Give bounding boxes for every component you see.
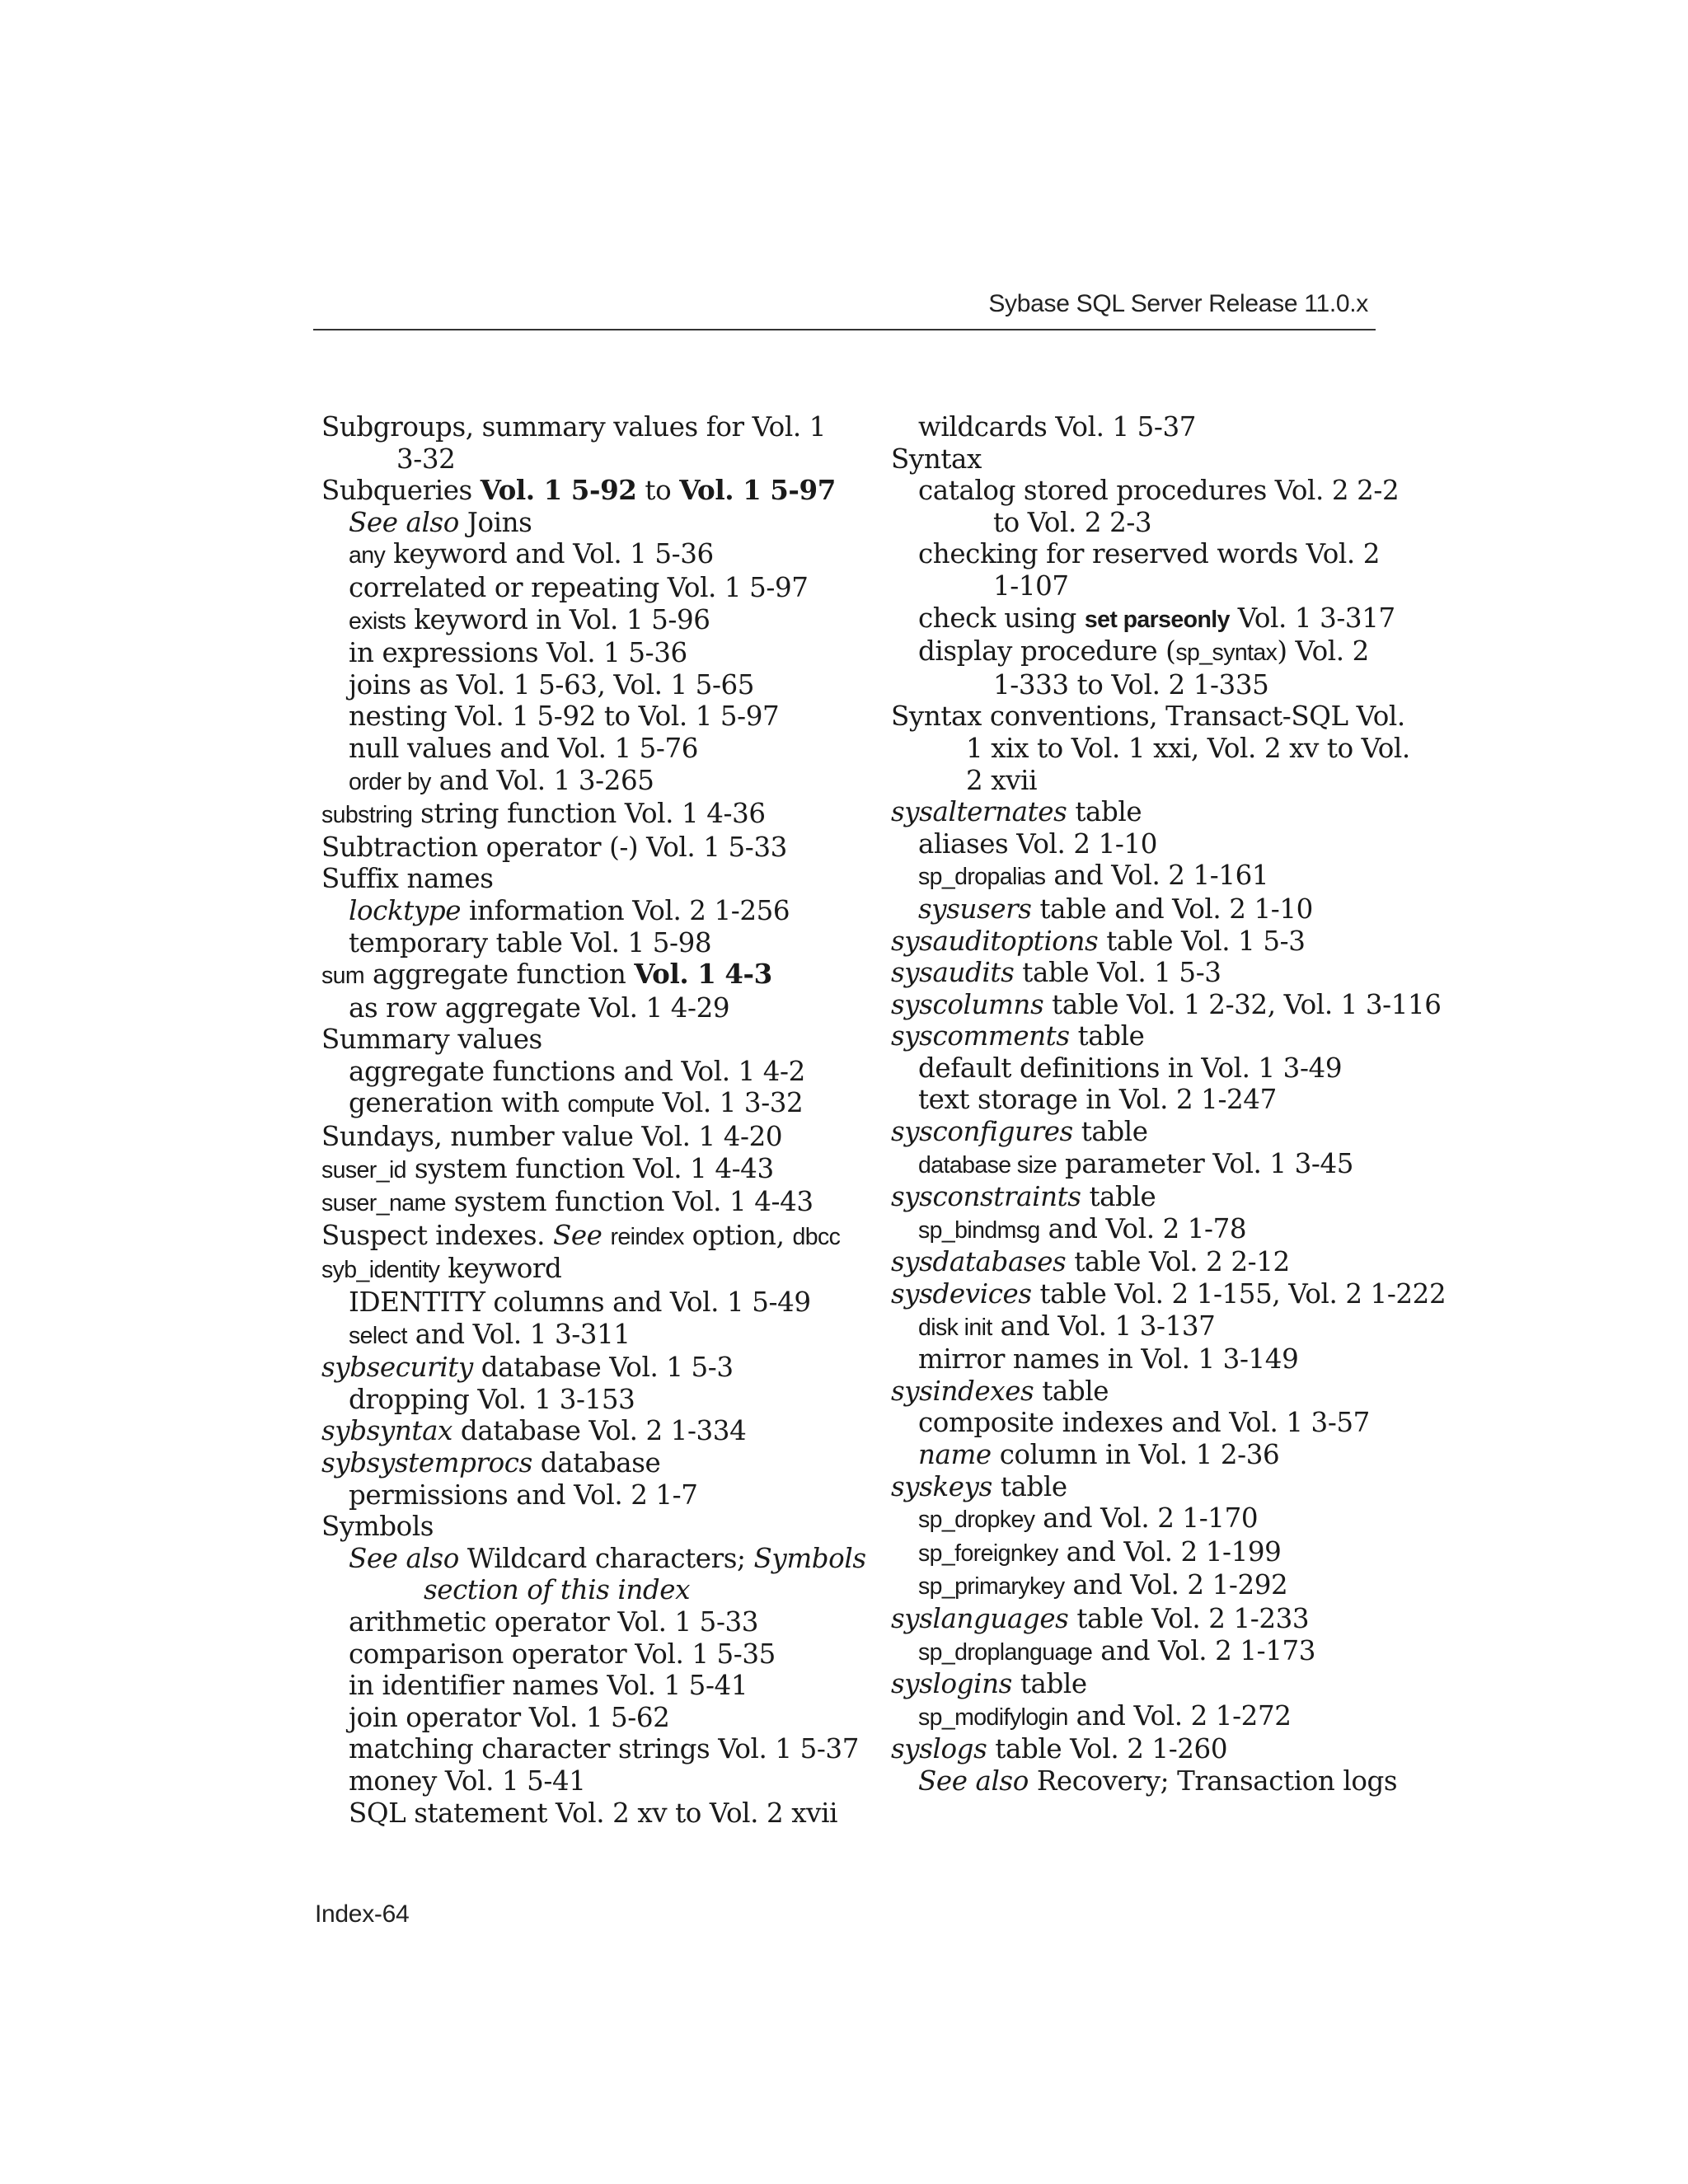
index-entry-text: display procedure ( xyxy=(918,635,1176,668)
index-entry xyxy=(891,1471,1386,1503)
index-entry xyxy=(321,1542,866,1575)
index-entry-text: column in Vol. 1 2-36 xyxy=(991,1439,1280,1470)
index-entry-text: See also xyxy=(349,506,459,538)
index-entry-text: 3-32 xyxy=(396,443,456,475)
index-entry-text: to Vol. 2 2-3 xyxy=(993,506,1152,538)
index-entry xyxy=(321,863,816,895)
index-entry-text: Recovery; Transaction logs xyxy=(1028,1765,1398,1797)
index-entry xyxy=(321,1479,816,1511)
index-entry-text: table xyxy=(1069,1020,1145,1052)
index-entry-text: checking for reserved words Vol. 2 xyxy=(918,538,1381,570)
index-entry-text: information Vol. 2 1-256 xyxy=(461,894,790,926)
index-entry-text: reindex xyxy=(610,1223,684,1250)
index-entry-text: sysauditoptions xyxy=(891,925,1099,957)
index-entry-text: temporary table Vol. 1 5-98 xyxy=(349,926,712,958)
index-entry xyxy=(891,926,1386,958)
index-entry-text: Syntax xyxy=(891,443,982,475)
index-entry-text: keyword and Vol. 1 5-36 xyxy=(385,538,714,570)
index-entry-text: substring xyxy=(321,802,413,829)
index-entry xyxy=(891,1116,1386,1148)
index-entry-text: money Vol. 1 5-41 xyxy=(349,1765,586,1797)
index-entry xyxy=(321,1286,816,1319)
index-entry xyxy=(321,1574,816,1606)
index-entry xyxy=(891,507,1386,539)
index-entry-text: sp_droplanguage xyxy=(918,1638,1093,1666)
index-entry-text: Joins xyxy=(458,506,532,538)
index-entry xyxy=(891,1569,1386,1603)
index-entry xyxy=(321,538,816,572)
index-entry xyxy=(891,1246,1386,1278)
index-entry-text: See also xyxy=(918,1765,1029,1797)
index-entry-text: Sundays, number value Vol. 1 4-20 xyxy=(321,1121,783,1153)
index-entry xyxy=(321,1253,816,1286)
index-entry-text: order by xyxy=(349,768,431,795)
index-entry-text: keyword xyxy=(439,1253,562,1285)
index-entry-text: aggregate function xyxy=(364,958,635,991)
index-entry-text: to xyxy=(636,475,680,507)
index-entry xyxy=(891,538,1386,570)
index-entry xyxy=(321,1087,816,1121)
index-entry-text: syslogs xyxy=(891,1733,987,1765)
page-number: Index-64 xyxy=(315,1900,410,1928)
index-entry xyxy=(891,893,1386,926)
index-entry-text: correlated or repeating Vol. 1 5-97 xyxy=(349,571,809,603)
index-entry-text: sp_bindmsg xyxy=(918,1216,1040,1244)
index-entry-text: and Vol. 2 1-78 xyxy=(1039,1212,1247,1244)
index-entry-text: Subgroups, summary values for Vol. 1 xyxy=(321,411,826,443)
index-entry-text: syslogins xyxy=(891,1668,1012,1700)
index-entry xyxy=(321,798,816,832)
index-entry-text: joins as Vol. 1 5-63, Vol. 1 5-65 xyxy=(349,668,755,701)
index-entry-text: and Vol. 2 1-170 xyxy=(1034,1502,1259,1535)
index-entry xyxy=(891,1148,1386,1182)
index-entry xyxy=(321,701,816,733)
index-entry-text: disk init xyxy=(918,1314,992,1341)
index-entry xyxy=(321,507,816,539)
index-entry-text: locktype xyxy=(349,894,462,926)
index-entry xyxy=(891,1603,1386,1635)
index-entry-text: table xyxy=(1034,1375,1109,1407)
index-entry xyxy=(891,1278,1447,1310)
index-entry-text: check using xyxy=(918,602,1085,634)
index-entry-text: Subtraction operator (-) Vol. 1 5-33 xyxy=(321,831,787,863)
index-entry xyxy=(321,1352,816,1384)
index-entry-text: table and Vol. 2 1-10 xyxy=(1031,893,1313,925)
index-entry-text: string function Vol. 1 4-36 xyxy=(412,798,766,830)
index-entry-text: nesting Vol. 1 5-92 to Vol. 1 5-97 xyxy=(349,701,780,733)
index-entry xyxy=(321,1797,838,1830)
index-entry xyxy=(321,733,816,765)
index-entry-text: table xyxy=(1011,1668,1087,1700)
index-entry-text: sybsyntax xyxy=(321,1415,452,1447)
index-entry xyxy=(321,411,826,443)
index-entry-text: syscomments xyxy=(891,1020,1070,1052)
header-rule xyxy=(313,329,1376,330)
index-entry-text: Vol. 1 3-32 xyxy=(654,1087,804,1119)
index-entry xyxy=(321,1765,816,1797)
index-entry-text: sybsystemprocs xyxy=(321,1447,532,1479)
index-entry xyxy=(891,475,1400,507)
index-entry-text: Subqueries xyxy=(321,475,481,507)
index-entry-text: Suspect indexes. xyxy=(321,1219,553,1251)
index-entry xyxy=(321,1384,816,1416)
index-entry-text: catalog stored procedures Vol. 2 2-2 xyxy=(918,475,1400,507)
index-entry-text: sp_primarykey xyxy=(918,1573,1065,1601)
index-entry-text: and Vol. 1 3-137 xyxy=(992,1310,1216,1342)
index-entry-text: suser_id xyxy=(321,1156,406,1183)
index-entry-text: Suffix names xyxy=(321,863,494,895)
index-entry xyxy=(891,1343,1386,1376)
index-entry xyxy=(891,1765,1398,1797)
index-entry xyxy=(891,1668,1386,1700)
index-entry xyxy=(321,637,816,669)
index-entry xyxy=(891,1213,1386,1247)
index-entry-text: sysindexes xyxy=(891,1375,1034,1407)
index-entry xyxy=(891,1407,1386,1439)
index-entry-text: syslanguages xyxy=(891,1602,1069,1634)
index-entry-text: and Vol. 2 1-161 xyxy=(1045,860,1269,892)
index-entry xyxy=(891,796,1386,828)
index-entry-text: keyword in Vol. 1 5-96 xyxy=(406,603,710,635)
index-column-right xyxy=(891,411,1447,1797)
index-entry xyxy=(891,1635,1386,1669)
index-entry-text: set parseonly xyxy=(1084,606,1230,633)
index-entry xyxy=(891,1181,1386,1213)
index-entry xyxy=(321,443,816,476)
index-entry xyxy=(321,474,836,507)
index-entry-text: sysconfigures xyxy=(891,1116,1073,1148)
index-entry xyxy=(891,860,1386,893)
index-entry-text: sysusers xyxy=(918,893,1032,925)
index-entry-text: sysconstraints xyxy=(891,1181,1081,1213)
index-entry xyxy=(321,572,816,604)
index-entry xyxy=(891,1084,1386,1116)
index-entry-text: Vol. 1 3-317 xyxy=(1229,602,1395,634)
index-entry-text: compute xyxy=(567,1091,654,1118)
index-entry-text: null values and Vol. 1 5-76 xyxy=(349,732,699,764)
index-entry-text: table xyxy=(1081,1181,1156,1213)
index-entry-text: sysdevices xyxy=(891,1278,1032,1310)
index-entry-text: permissions and Vol. 2 1-7 xyxy=(349,1479,698,1511)
index-entry xyxy=(891,732,1410,765)
index-entry xyxy=(321,1606,816,1638)
index-entry-text: sysaudits xyxy=(891,957,1015,989)
index-entry-text: table xyxy=(1072,1116,1148,1148)
index-entry-text: dropping Vol. 1 3-153 xyxy=(349,1383,635,1415)
index-entry xyxy=(321,1024,816,1056)
index-entry xyxy=(321,1511,816,1543)
index-entry xyxy=(321,604,816,638)
index-entry xyxy=(321,1121,816,1153)
index-entry-text: aliases Vol. 2 1-10 xyxy=(918,827,1157,860)
index-entry-text: system function Vol. 1 4-43 xyxy=(406,1152,774,1184)
index-entry xyxy=(891,1536,1386,1570)
index-entry-text: select xyxy=(349,1322,407,1349)
index-entry xyxy=(891,1376,1386,1408)
index-entry xyxy=(891,570,1386,602)
index-entry-text: 2 xvii xyxy=(966,764,1038,796)
index-entry-text: comparison operator Vol. 1 5-35 xyxy=(349,1638,776,1670)
index-entry-text: See also xyxy=(349,1542,459,1574)
index-entry xyxy=(321,1056,816,1088)
index-entry-text: ) Vol. 2 xyxy=(1277,635,1369,668)
index-entry-text: Symbols xyxy=(321,1511,434,1543)
index-entry-text: dbcc xyxy=(792,1223,841,1250)
index-entry xyxy=(891,411,1386,443)
index-entry-text: syskeys xyxy=(891,1470,992,1502)
index-entry xyxy=(321,1447,816,1479)
index-entry-text: and Vol. 2 1-173 xyxy=(1092,1634,1316,1666)
index-entry-text: aggregate functions and Vol. 1 4-2 xyxy=(349,1055,805,1087)
index-entry-text: table Vol. 2 2-12 xyxy=(1066,1246,1290,1278)
index-entry xyxy=(321,1733,859,1765)
index-entry-text: table xyxy=(992,1470,1067,1502)
index-entry-text: database size xyxy=(918,1151,1057,1179)
index-entry xyxy=(321,1153,816,1187)
index-entry-text: composite indexes and Vol. 1 3-57 xyxy=(918,1407,1370,1439)
index-entry xyxy=(891,1439,1386,1471)
index-entry-text: name xyxy=(918,1439,992,1470)
index-entry-text: exists xyxy=(349,607,406,635)
index-entry-text: mirror names in Vol. 1 3-149 xyxy=(918,1343,1299,1376)
index-entry-text: database xyxy=(532,1447,661,1479)
index-entry xyxy=(891,1700,1386,1734)
index-entry xyxy=(321,1186,816,1220)
index-entry-text: table xyxy=(1067,796,1142,828)
index-entry-text: table Vol. 2 1-260 xyxy=(987,1733,1228,1765)
index-entry-text: and Vol. 2 1-199 xyxy=(1057,1535,1282,1568)
index-entry-text: any xyxy=(349,542,386,569)
index-entry-text: syscolumns xyxy=(891,988,1044,1020)
index-entry xyxy=(891,635,1386,669)
index-entry-text: 1-333 to Vol. 2 1-335 xyxy=(993,668,1269,701)
index-entry-text: section of this index xyxy=(424,1574,691,1606)
index-entry-text: Vol. 1 5-97 xyxy=(679,474,836,507)
index-entry-text: option, xyxy=(683,1219,793,1251)
index-entry-text: syb_identity xyxy=(321,1257,440,1284)
index-entry xyxy=(891,1020,1386,1052)
index-entry xyxy=(891,1310,1386,1344)
index-entry-text: Symbols xyxy=(753,1542,866,1574)
index-entry-text: in expressions Vol. 1 5-36 xyxy=(349,637,687,669)
index-entry-text: table Vol. 1 2-32, Vol. 1 3-116 xyxy=(1043,988,1442,1020)
index-entry xyxy=(321,1415,816,1447)
index-entry-text: in identifier names Vol. 1 5-41 xyxy=(349,1670,748,1702)
index-entry-text: generation with xyxy=(349,1087,568,1119)
index-entry xyxy=(321,832,816,864)
index-entry xyxy=(321,1702,816,1734)
index-entry xyxy=(321,895,816,927)
index-entry-text: sum xyxy=(321,963,365,990)
index-entry-text: and Vol. 1 3-311 xyxy=(406,1318,631,1350)
index-entry-text: Wildcard characters; xyxy=(458,1542,754,1574)
index-entry xyxy=(891,701,1405,733)
index-entry xyxy=(891,1052,1386,1085)
index-entry-text: See xyxy=(552,1219,603,1251)
index-entry xyxy=(891,1502,1386,1536)
index-entry-text: system function Vol. 1 4-43 xyxy=(445,1186,814,1218)
running-header: Sybase SQL Server Release 11.0.x xyxy=(988,290,1368,317)
index-entry xyxy=(891,443,1386,476)
index-entry-text: sysdatabases xyxy=(891,1246,1067,1278)
index-entry-text: table Vol. 1 5-3 xyxy=(1098,925,1306,957)
index-entry xyxy=(321,1638,816,1671)
index-entry-text: sybsecurity xyxy=(321,1352,473,1384)
index-entry-text: sp_modifylogin xyxy=(918,1704,1068,1731)
index-entry-text: table Vol. 2 1-233 xyxy=(1068,1602,1310,1634)
index-entry xyxy=(321,992,816,1024)
index-entry-text: database Vol. 2 1-334 xyxy=(452,1415,747,1447)
index-entry-text: sysalternates xyxy=(891,796,1067,828)
index-entry-text: matching character strings Vol. 1 5-37 xyxy=(349,1733,859,1765)
index-entry-text: Summary values xyxy=(321,1024,542,1056)
index-entry-text: Vol. 1 5-92 xyxy=(480,474,637,507)
index-entry-text: join operator Vol. 1 5-62 xyxy=(349,1701,670,1733)
index-entry xyxy=(321,1319,816,1352)
index-entry xyxy=(891,765,1386,797)
index-entry-text: database Vol. 1 5-3 xyxy=(472,1352,734,1384)
index-entry xyxy=(321,765,816,799)
index-entry-text: 1-107 xyxy=(993,569,1069,602)
index-entry-text: text storage in Vol. 2 1-247 xyxy=(918,1084,1277,1116)
index-entry xyxy=(321,927,816,959)
index-entry-text: SQL statement Vol. 2 xv to Vol. 2 xvii xyxy=(349,1797,838,1829)
index-entry xyxy=(891,669,1386,701)
index-entry xyxy=(891,988,1442,1021)
index-entry-text: sp_dropalias xyxy=(918,864,1046,891)
index-entry-text: Vol. 1 4-3 xyxy=(634,958,772,991)
index-entry xyxy=(321,1219,841,1254)
index-entry-text: as row aggregate Vol. 1 4-29 xyxy=(349,991,730,1024)
index-entry-text: sp_syntax xyxy=(1175,640,1278,667)
index-entry-text: wildcards Vol. 1 5-37 xyxy=(918,411,1197,443)
index-entry xyxy=(891,1733,1386,1765)
index-entry-text: table Vol. 2 1-155, Vol. 2 1-222 xyxy=(1031,1278,1447,1310)
index-entry xyxy=(891,602,1395,636)
index-entry-text: parameter Vol. 1 3-45 xyxy=(1057,1147,1354,1179)
index-entry-text: 1 xix to Vol. 1 xxi, Vol. 2 xv to Vol. xyxy=(966,732,1410,764)
index-entry-text xyxy=(603,1220,611,1251)
index-entry xyxy=(321,1670,816,1702)
index-entry-text: table Vol. 1 5-3 xyxy=(1014,957,1221,989)
index-entry xyxy=(891,957,1386,989)
index-entry-text: sp_foreignkey xyxy=(918,1540,1058,1567)
index-entry xyxy=(891,828,1386,860)
index-entry-text: and Vol. 2 1-272 xyxy=(1067,1699,1292,1732)
index-entry xyxy=(321,958,816,992)
index-entry-text: Syntax conventions, Transact-SQL Vol. xyxy=(891,701,1405,733)
index-entry-text: sp_dropkey xyxy=(918,1507,1035,1534)
index-entry-text: suser_name xyxy=(321,1190,446,1217)
index-entry-text: and Vol. 1 3-265 xyxy=(430,764,654,796)
index-entry-text: arithmetic operator Vol. 1 5-33 xyxy=(349,1605,759,1638)
index-entry-text: default definitions in Vol. 1 3-49 xyxy=(918,1052,1343,1084)
index-column-left xyxy=(321,411,866,1829)
index-entry-text: IDENTITY columns and Vol. 1 5-49 xyxy=(349,1286,811,1319)
index-entry xyxy=(321,669,816,701)
index-entry-text: and Vol. 2 1-292 xyxy=(1064,1569,1288,1601)
